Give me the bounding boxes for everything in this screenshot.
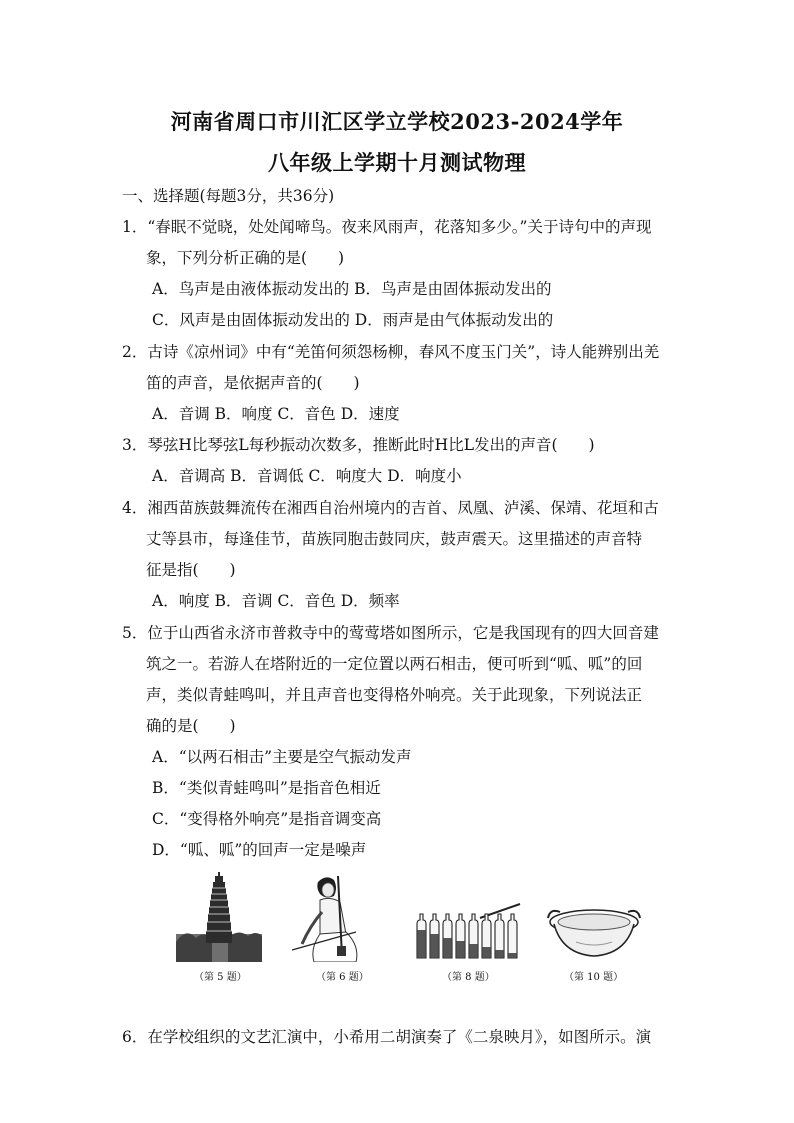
- erhu-player-figure: [290, 872, 368, 962]
- q5-line3: 声，类似青蛙鸣叫，并且声音也变得格外响亮。关于此现象，下列说法正: [146, 686, 643, 704]
- q2-line1: 2．古诗《凉州词》中有“羌笛何须怨杨柳，春风不度玉门关”，诗人能辨别出羌: [122, 343, 660, 361]
- q4-options: A．响度 B．音调 C．音色 D．频率: [152, 592, 400, 610]
- basin-figure: [546, 872, 642, 962]
- q5-option-a: A．“以两石相击”主要是空气振动发声: [152, 748, 412, 766]
- q5-line2: 筑之一。若游人在塔附近的一定位置以两石相击，便可听到“呱、呱”的回: [146, 655, 643, 673]
- q2-line2: 笛的声音，是依据声音的( ): [146, 374, 360, 392]
- pagoda-figure: [176, 872, 262, 962]
- q1-options-cd: C．风声是由固体振动发出的 D．雨声是由气体振动发出的: [152, 311, 554, 329]
- doc-title-line2: 八年级上学期十月测试物理: [268, 150, 526, 175]
- q6-line1: 6．在学校组织的文艺汇演中，小希用二胡演奏了《二泉映月》，如图所示。演: [122, 1028, 652, 1046]
- q1-line1: 1．“春眠不觉晓，处处闻啼鸟。夜来风雨声，花落知多少。”关于诗句中的声现: [122, 218, 652, 236]
- q4-line1: 4．湘西苗族鼓舞流传在湘西自治州境内的吉首、凤凰、泸溪、保靖、花垣和古: [122, 499, 659, 517]
- q5-line4: 确的是( ): [146, 717, 236, 735]
- section-heading: 一、选择题(每题3分，共36分): [122, 187, 335, 205]
- q5-option-b: B．“类似青蛙鸣叫”是指音色相近: [152, 779, 381, 797]
- figures-row: [0, 872, 794, 987]
- q4-line3: 征是指( ): [146, 561, 236, 579]
- q4-line2: 丈等县市，每逢佳节，苗族同胞击鼓同庆，鼓声震天。这里描述的声音特: [146, 530, 643, 548]
- water-bottles-figure: [414, 872, 522, 962]
- figure-caption-10: （第 10 题）: [564, 972, 624, 983]
- q1-line2: 象，下列分析正确的是( ): [146, 249, 345, 267]
- q5-line1: 5．位于山西省永济市普救寺中的莺莺塔如图所示，它是我国现有的四大回音建: [122, 624, 659, 642]
- figure-caption-6: （第 6 题）: [316, 972, 369, 983]
- q5-option-c: C．“变得格外响亮”是指音调变高: [152, 810, 382, 828]
- doc-title-line1: 河南省周口市川汇区学立学校2023-2024学年: [170, 109, 624, 134]
- q3-options: A．音调高 B．音调低 C．响度大 D．响度小: [152, 467, 462, 485]
- figure-caption-5: （第 5 题）: [194, 972, 247, 983]
- q5-option-d: D．“呱、呱”的回声一定是噪声: [152, 841, 367, 859]
- q1-options-ab: A．鸟声是由液体振动发出的 B．鸟声是由固体振动发出的: [152, 280, 552, 298]
- q3-line1: 3．琴弦H比琴弦L每秒振动次数多，推断此时H比L发出的声音( ): [122, 436, 595, 454]
- figure-caption-8: （第 8 题）: [442, 972, 495, 983]
- q2-options: A．音调 B．响度 C．音色 D．速度: [152, 405, 400, 423]
